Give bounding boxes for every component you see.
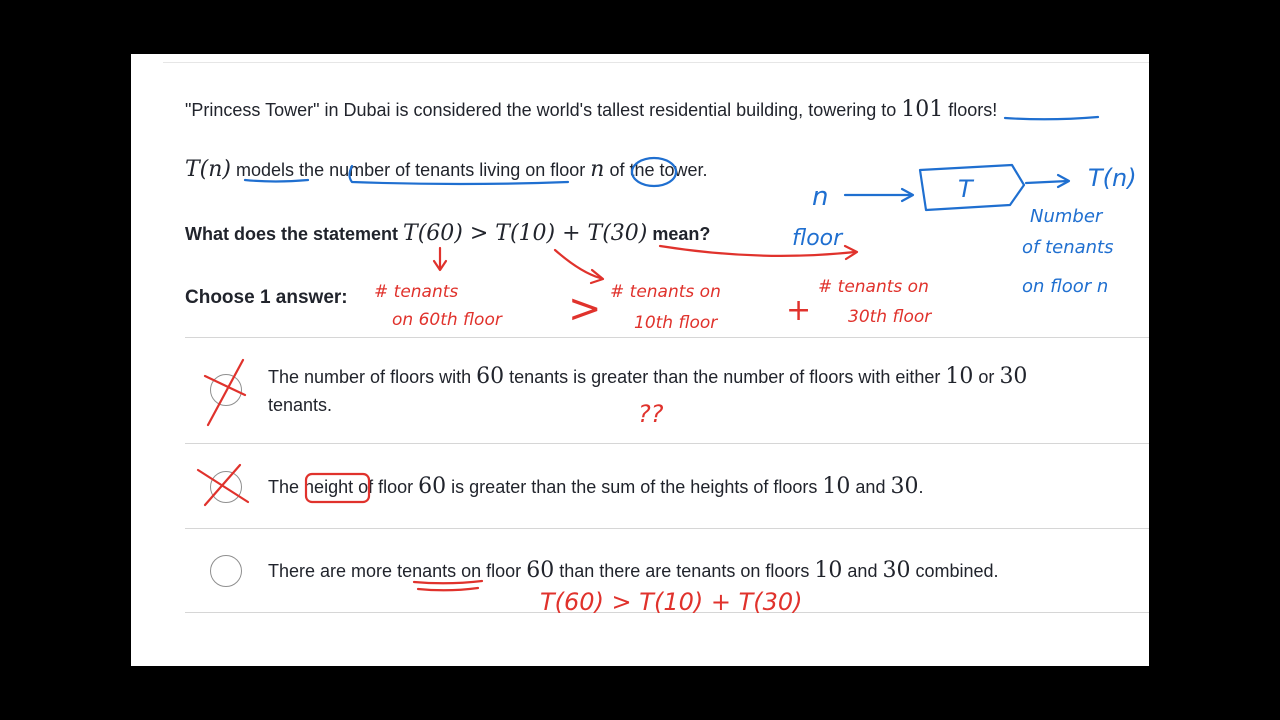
choice-b-t1: The xyxy=(268,477,300,497)
choice-b-t4: is greater than the sum of the heights of floors xyxy=(451,477,818,497)
choice-a-t2: tenants is greater than the number of floors with either xyxy=(509,367,941,387)
choice-b-t3: of floor xyxy=(358,477,414,497)
choices-divider-2 xyxy=(185,528,1149,529)
choice-c-t2: tenants xyxy=(397,561,457,581)
red-note-3a: # tenants on xyxy=(818,277,929,297)
model-text-4: of the tower. xyxy=(609,160,708,180)
red-note-2b: 10th floor xyxy=(634,313,718,333)
question-prompt xyxy=(185,222,710,246)
intro-text: "Princess Tower" in Dubai is considered the world's tallest residential building, towering to xyxy=(185,100,897,120)
prompt-suffix: mean? xyxy=(652,224,711,244)
choices-divider-bottom xyxy=(185,612,1149,613)
prompt-expression: T(60) > T(10) + T(30) xyxy=(403,221,648,246)
choice-c-radio[interactable] xyxy=(210,555,242,587)
number-annotation-2: of tenants xyxy=(1022,237,1114,258)
choice-b-t2: height xyxy=(304,477,354,497)
choice-c-n3: 30 xyxy=(882,558,911,583)
top-divider xyxy=(163,62,1149,63)
number-annotation-3: on floor n xyxy=(1022,276,1109,297)
choice-b-t5: and xyxy=(855,477,886,497)
output-annotation: T(n) xyxy=(1088,164,1137,192)
choices-divider-1 xyxy=(185,443,1149,444)
red-plus: + xyxy=(786,293,812,328)
exercise-panel xyxy=(131,54,1149,666)
choice-a-line2: tenants. xyxy=(268,395,333,415)
choice-c-t5: and xyxy=(847,561,878,581)
red-equation: T(60) > T(10) + T(30) xyxy=(540,588,803,616)
choice-b-text[interactable] xyxy=(268,473,924,501)
intro-number: 101 xyxy=(901,97,944,122)
input-n-annotation: n xyxy=(812,182,829,212)
choice-a-t1: The number of floors with xyxy=(268,367,472,387)
choice-c-t3: on floor xyxy=(461,561,522,581)
choice-a-text[interactable] xyxy=(268,363,1027,419)
choice-c-t6: combined. xyxy=(915,561,999,581)
number-annotation-1: Number xyxy=(1030,206,1103,227)
choice-b-n3: 30 xyxy=(890,474,919,499)
red-greater-than: > xyxy=(568,286,602,332)
floor-annotation: floor xyxy=(792,226,843,251)
choose-label: Choose 1 answer: xyxy=(185,287,348,308)
red-note-2a: # tenants on xyxy=(610,282,721,302)
question-intro xyxy=(185,98,997,122)
choice-b-radio[interactable] xyxy=(210,471,242,503)
choice-a-radio[interactable] xyxy=(210,374,242,406)
choice-a-n1: 60 xyxy=(476,364,505,389)
choice-c-n1: 60 xyxy=(526,558,555,583)
model-text-2: number of tenants living xyxy=(329,160,521,180)
choice-a-n2: 10 xyxy=(945,364,974,389)
model-variable: n xyxy=(590,157,605,182)
model-text-3: on floor xyxy=(525,160,586,180)
choice-c-t4: than there are tenants on floors xyxy=(559,561,810,581)
red-question-marks: ?? xyxy=(638,400,664,428)
choice-b-n1: 60 xyxy=(418,474,447,499)
red-note-1a: # tenants xyxy=(374,282,459,302)
model-function: T(n) xyxy=(185,157,232,182)
choice-b-t6: . xyxy=(918,477,924,497)
red-note-1b: on 60th floor xyxy=(392,310,502,330)
choice-c-n2: 10 xyxy=(814,558,843,583)
choice-c-t1: There are more xyxy=(268,561,393,581)
model-text-1: models the xyxy=(236,160,325,180)
prompt-text: What does the statement xyxy=(185,224,399,244)
choice-a-t3: or xyxy=(978,367,995,387)
choices-divider-top xyxy=(185,337,1149,338)
choice-b-n2: 10 xyxy=(822,474,851,499)
function-box-label: T xyxy=(958,175,973,203)
intro-suffix: floors! xyxy=(948,100,998,120)
choice-c-text[interactable] xyxy=(268,557,999,585)
red-note-3b: 30th floor xyxy=(848,307,932,327)
model-statement xyxy=(185,158,708,182)
choice-a-n3: 30 xyxy=(999,364,1028,389)
